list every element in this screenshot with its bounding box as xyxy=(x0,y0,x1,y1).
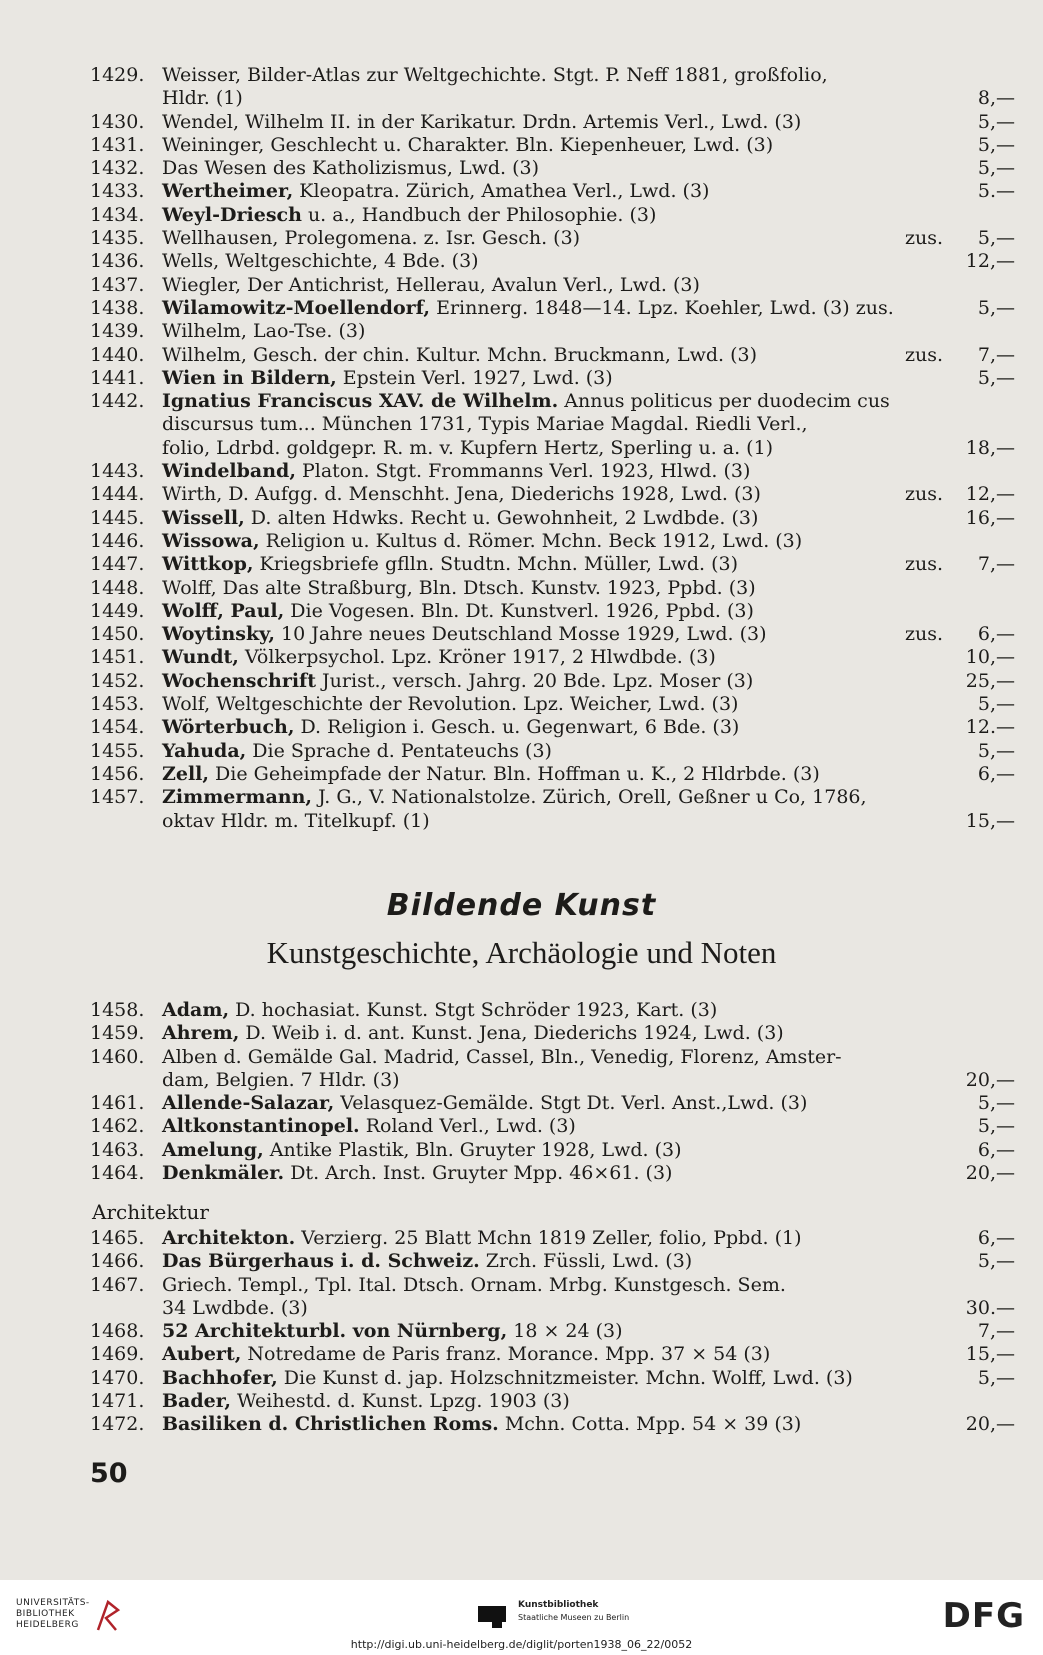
entry-text xyxy=(162,1069,400,1092)
entry-author: Ahrem, xyxy=(162,1022,240,1045)
catalog-entry xyxy=(0,1115,1043,1138)
entry-price: 5,— xyxy=(977,366,1015,389)
entry-number: 1458. xyxy=(90,999,145,1021)
entry-text xyxy=(162,1320,623,1343)
entry-price: 12,— xyxy=(965,483,1015,506)
entry-text xyxy=(162,1250,692,1273)
entry-text xyxy=(162,157,539,180)
entry-author: Woytinsky, xyxy=(162,623,276,646)
entry-price: 12.— xyxy=(965,716,1015,739)
entry-text xyxy=(162,180,709,203)
entry-text xyxy=(162,1115,576,1138)
entry-details: Velasquez-Gemälde. Stgt Dt. Verl. Anst.,Lwd. (3) xyxy=(334,1092,808,1115)
entry-number: 1444. xyxy=(90,483,145,506)
entry-details: Die Geheimpfade der Natur. Bln. Hoffman u. K., 2 Hldrbde. (3) xyxy=(209,762,820,785)
entry-number: 1447. xyxy=(90,553,145,576)
entry-details: Wilhelm, Lao-Tse. (3) xyxy=(162,320,366,343)
entry-author: Architekton. xyxy=(162,1227,296,1249)
entry-text xyxy=(162,227,580,250)
entry-price: 5,— xyxy=(977,693,1015,716)
catalog-entry xyxy=(0,693,1043,716)
entry-price: 6,— xyxy=(977,623,1015,646)
entry-price: 5.— xyxy=(977,180,1015,203)
entry-text xyxy=(162,344,757,367)
entry-author: Amelung, xyxy=(162,1138,264,1161)
entry-price: 20,— xyxy=(965,1068,1015,1091)
entry-price: 5,— xyxy=(977,227,1015,250)
entry-details: Die Sprache d. Pentateuchs (3) xyxy=(246,739,552,762)
catalog-entry xyxy=(0,786,1043,809)
catalog-entry xyxy=(0,1069,1043,1092)
entry-price: 15,— xyxy=(965,1343,1015,1366)
entry-details: D. alten Hdwks. Recht u. Gewohnheit, 2 Lwdbde. (3) xyxy=(244,506,759,529)
entry-details: Jurist., versch. Jahrg. 20 Bde. Lpz. Moser (3) xyxy=(316,669,754,692)
entry-details: Wellhausen, Prolegomena. z. Isr. Gesch. (3) xyxy=(162,227,581,250)
entry-details: Mchn. Cotta. Mpp. 54 × 39 (3) xyxy=(498,1413,802,1436)
entry-number: 1450. xyxy=(90,623,145,646)
catalog-entry xyxy=(0,1297,1043,1320)
entry-text xyxy=(162,577,756,600)
entry-details: Wiegler, Der Antichrist, Hellerau, Avalun Verl., Lwd. (3) xyxy=(162,273,700,296)
entry-number: 1457. xyxy=(90,786,145,809)
catalog-entry xyxy=(0,344,1043,367)
catalog-entry xyxy=(0,507,1043,530)
entry-text xyxy=(162,646,716,669)
entry-details: Annus politicus per duodecim cus xyxy=(558,390,890,413)
entry-author: Zell, xyxy=(162,762,210,785)
entry-author: Bachhofer, xyxy=(162,1366,278,1389)
entry-details: Notredame de Paris franz. Morance. Mpp. 37 × 54 (3) xyxy=(241,1343,771,1366)
catalog-entry xyxy=(0,999,1043,1022)
entry-price: 6,— xyxy=(977,1227,1015,1249)
entry-text xyxy=(162,740,552,763)
entry-text xyxy=(162,1022,784,1045)
entries-mid xyxy=(0,999,1043,1185)
entry-text xyxy=(162,204,656,227)
entry-details: Weisser, Bilder-Atlas zur Weltgechichte. Stgt. P. Neff 1881, großfolio, xyxy=(162,64,828,86)
entry-author: Yahuda, xyxy=(162,739,247,762)
entry-number: 1435. xyxy=(90,227,145,250)
entry-number: 1429. xyxy=(90,64,145,86)
entry-zus: zus. xyxy=(905,483,944,506)
catalog-entry xyxy=(0,437,1043,460)
entry-text xyxy=(162,716,739,739)
entry-number: 1433. xyxy=(90,180,145,203)
entry-details: Wolff, Das alte Straßburg, Bln. Dtsch. Kunstv. 1923, Ppbd. (3) xyxy=(162,576,756,599)
entry-author: Aubert, xyxy=(162,1343,242,1366)
catalog-entry xyxy=(0,623,1043,646)
catalog-entry xyxy=(0,204,1043,227)
catalog-entry xyxy=(0,180,1043,203)
catalog-entry xyxy=(0,1139,1043,1162)
entry-number: 1460. xyxy=(90,1045,145,1068)
entry-details: Griech. Templ., Tpl. Ital. Dtsch. Ornam. Mrbg. Kunstgesch. Sem. xyxy=(162,1273,786,1296)
entry-number: 1463. xyxy=(90,1138,145,1161)
entry-number: 1466. xyxy=(90,1250,145,1273)
entry-details: D. Religion i. Gesch. u. Gegenwart, 6 Bde. (3) xyxy=(294,716,740,739)
entry-details: 18 × 24 (3) xyxy=(507,1320,623,1343)
entry-details: Weihestd. d. Kunst. Lpzg. 1903 (3) xyxy=(231,1390,570,1413)
entry-text xyxy=(162,600,754,623)
entry-details: D. Weib i. d. ant. Kunst. Jena, Diederichs 1924, Lwd. (3) xyxy=(239,1022,784,1045)
entry-number: 1456. xyxy=(90,762,145,785)
entry-author: Adam, xyxy=(162,999,230,1021)
entry-text xyxy=(162,763,820,786)
entry-author: Zimmermann, xyxy=(162,786,313,809)
entry-author: Wundt, xyxy=(162,646,239,669)
catalog-entry xyxy=(0,1162,1043,1185)
catalog-entry xyxy=(0,320,1043,343)
entry-text xyxy=(162,483,761,506)
entry-number: 1441. xyxy=(90,366,145,389)
entry-text xyxy=(162,623,767,646)
catalog-entry xyxy=(0,134,1043,157)
entry-zus: zus. xyxy=(905,553,944,576)
catalog-entry xyxy=(0,600,1043,623)
entry-number: 1431. xyxy=(90,133,145,156)
catalog-entry xyxy=(0,1390,1043,1413)
entry-details: 10 Jahre neues Deutschland Mosse 1929, Lwd. (3) xyxy=(275,623,767,646)
entry-number: 1453. xyxy=(90,693,145,716)
catalog-entry xyxy=(0,87,1043,110)
entry-number: 1449. xyxy=(90,599,145,622)
entry-details: Die Vogesen. Bln. Dt. Kunstverl. 1926, Ppbd. (3) xyxy=(284,599,754,622)
entry-text xyxy=(162,1367,853,1390)
catalog-entry xyxy=(0,157,1043,180)
entry-details: folio, Ldrbd. goldgepr. R. m. v. Kupfern Hertz, Sperling u. a. (1) xyxy=(162,436,774,459)
entry-number: 1465. xyxy=(90,1227,145,1249)
entry-text xyxy=(162,553,738,576)
entry-author: Bader, xyxy=(162,1390,231,1413)
entry-details: Das Wesen des Katholizismus, Lwd. (3) xyxy=(162,157,539,180)
catalog-entry xyxy=(0,716,1043,739)
catalog-entry xyxy=(0,1250,1043,1273)
entry-number: 1439. xyxy=(90,320,145,343)
entry-price: 6,— xyxy=(977,1138,1015,1161)
entry-details: Weininger, Geschlecht u. Charakter. Bln. Kiepenheuer, Lwd. (3) xyxy=(162,133,774,156)
entry-price: 5,— xyxy=(977,1115,1015,1138)
entry-number: 1440. xyxy=(90,343,145,366)
entry-text xyxy=(162,999,717,1022)
catalog-entry xyxy=(0,227,1043,250)
catalog-entry xyxy=(0,670,1043,693)
entry-zus: zus. xyxy=(905,343,944,366)
entry-author: Wörterbuch, xyxy=(162,716,295,739)
entry-number: 1454. xyxy=(90,716,145,739)
entry-text xyxy=(162,274,700,297)
catalog-entry xyxy=(0,1413,1043,1436)
entry-details: Kleopatra. Zürich, Amathea Verl., Lwd. (3) xyxy=(293,180,710,203)
catalog-entry xyxy=(0,1343,1043,1366)
entry-author: Ignatius Franciscus XAV. de Wilhelm. xyxy=(162,390,559,413)
entry-text xyxy=(162,134,773,157)
catalog-entry xyxy=(0,740,1043,763)
entry-number: 1452. xyxy=(90,669,145,692)
entry-text xyxy=(162,1227,801,1250)
entry-details: J. G., V. Nationalstolze. Zürich, Orell, Geßner u Co, 1786, xyxy=(312,786,867,809)
entry-price: 16,— xyxy=(965,506,1015,529)
entry-text xyxy=(162,1139,682,1162)
entry-details: dam, Belgien. 7 Hldr. (3) xyxy=(162,1068,400,1091)
catalog-entry xyxy=(0,577,1043,600)
entry-details: Religion u. Kultus d. Römer. Mchn. Beck 1912, Lwd. (3) xyxy=(259,529,803,552)
entries-bottom xyxy=(0,1227,1043,1437)
catalog-entry xyxy=(0,413,1043,436)
entry-author: Wolff, Paul, xyxy=(162,599,285,622)
entry-details: Alben d. Gemälde Gal. Madrid, Cassel, Bln., Venedig, Florenz, Amster- xyxy=(162,1045,842,1068)
entry-details: Die Kunst d. jap. Holzschnitzmeister. Mchn. Wolff, Lwd. (3) xyxy=(277,1366,853,1389)
kunstbibliothek-logo-icon[interactable] xyxy=(478,1600,506,1628)
catalog-entry xyxy=(0,460,1043,483)
entry-text xyxy=(162,1162,672,1185)
entry-author: Wittkop, xyxy=(162,553,254,576)
entry-number: 1443. xyxy=(90,460,145,483)
entry-number: 1464. xyxy=(90,1162,145,1185)
catalog-entry xyxy=(0,1320,1043,1343)
entry-text xyxy=(162,367,613,390)
entry-author: Wissowa, xyxy=(162,529,260,552)
entry-number: 1432. xyxy=(90,157,145,180)
entry-number: 1434. xyxy=(90,203,145,226)
entry-details: discursus tum... München 1731, Typis Mariae Magdal. Riedli Verl., xyxy=(162,413,808,436)
dfg-logo[interactable]: DFG xyxy=(942,1596,1025,1636)
entry-price: 5,— xyxy=(977,110,1015,133)
entry-details: Epstein Verl. 1927, Lwd. (3) xyxy=(336,366,613,389)
entry-text xyxy=(162,1390,570,1413)
entry-details: Wendel, Wilhelm II. in der Karikatur. Drdn. Artemis Verl., Lwd. (3) xyxy=(162,110,802,133)
entry-number: 1436. xyxy=(90,250,145,273)
entry-number: 1459. xyxy=(90,1022,145,1045)
entry-author: Windelband, xyxy=(162,460,296,483)
entry-details: Völkerpsychol. Lpz. Kröner 1917, 2 Hlwdbde. (3) xyxy=(238,646,716,669)
entry-price: 30.— xyxy=(965,1296,1015,1319)
uni-line3: HEIDELBERG xyxy=(16,1620,79,1630)
entry-author: Weyl-Driesch xyxy=(162,203,302,226)
catalog-entry xyxy=(0,390,1043,413)
entry-price: 25,— xyxy=(965,669,1015,692)
entry-number: 1461. xyxy=(90,1092,145,1115)
entry-number: 1455. xyxy=(90,739,145,762)
entry-number: 1446. xyxy=(90,529,145,552)
entry-author: 52 Architekturbl. von Nürnberg, xyxy=(162,1320,508,1343)
entry-price: 5,— xyxy=(977,1092,1015,1115)
entry-number: 1471. xyxy=(90,1390,145,1413)
entry-price: 5,— xyxy=(977,739,1015,762)
entry-number: 1448. xyxy=(90,576,145,599)
entry-price: 20,— xyxy=(965,1413,1015,1436)
university-library-logo[interactable] xyxy=(16,1598,90,1631)
entry-text xyxy=(162,1297,308,1320)
entry-details: D. hochasiat. Kunst. Stgt Schröder 1923, Kart. (3) xyxy=(229,999,718,1021)
entry-details: Antike Plastik, Bln. Gruyter 1928, Lwd. (3) xyxy=(263,1138,682,1161)
entry-zus: zus. xyxy=(905,623,944,646)
entry-number: 1462. xyxy=(90,1115,145,1138)
catalog-entry xyxy=(0,763,1043,786)
catalog-entry xyxy=(0,274,1043,297)
entry-number: 1472. xyxy=(90,1413,145,1436)
entry-details: Roland Verl., Lwd. (3) xyxy=(359,1115,576,1138)
entry-number: 1470. xyxy=(90,1366,145,1389)
entry-number: 1442. xyxy=(90,390,145,413)
entry-number: 1430. xyxy=(90,110,145,133)
entry-text xyxy=(162,507,758,530)
entry-details: Zrch. Füssli, Lwd. (3) xyxy=(479,1250,693,1273)
entry-text xyxy=(162,437,773,460)
entry-price: 5,— xyxy=(977,1366,1015,1389)
entry-details: 34 Lwdbde. (3) xyxy=(162,1296,308,1319)
entry-text xyxy=(162,1092,807,1115)
page-number: 50 xyxy=(90,1458,128,1489)
entry-author: Basiliken d. Christlichen Roms. xyxy=(162,1413,499,1436)
entry-author: Wien in Bildern, xyxy=(162,366,337,389)
entry-text xyxy=(162,786,867,809)
entry-price: 5,— xyxy=(977,296,1015,319)
entry-text xyxy=(162,670,753,693)
entry-text xyxy=(162,390,890,413)
catalog-entry xyxy=(0,1046,1043,1069)
catalog-entry xyxy=(0,1022,1043,1045)
catalog-entry xyxy=(0,810,1043,833)
entry-author: Wissell, xyxy=(162,506,245,529)
entry-zus: zus. xyxy=(905,227,944,250)
entry-text xyxy=(162,320,365,343)
entry-text xyxy=(162,1274,786,1297)
entry-author: Allende-Salazar, xyxy=(162,1092,335,1115)
entry-price: 6,— xyxy=(977,762,1015,785)
entry-details: Verzierg. 25 Blatt Mchn 1819 Zeller, folio, Ppbd. (1) xyxy=(295,1227,802,1249)
entry-details: u. a., Handbuch der Philosophie. (3) xyxy=(301,203,657,226)
subsection-heading: Architektur xyxy=(92,1200,209,1224)
entry-number: 1437. xyxy=(90,273,145,296)
catalog-entry xyxy=(0,1092,1043,1115)
catalog-entry xyxy=(0,553,1043,576)
catalog-entry xyxy=(0,530,1043,553)
entry-price: 7,— xyxy=(977,1320,1015,1343)
entry-author: Das Bürgerhaus i. d. Schweiz. xyxy=(162,1250,480,1273)
university-logo-icon xyxy=(96,1598,122,1634)
entry-number: 1438. xyxy=(90,296,145,319)
entry-number: 1468. xyxy=(90,1320,145,1343)
entry-price: 5,— xyxy=(977,1250,1015,1273)
entries-top xyxy=(0,64,1043,833)
entry-price: 15,— xyxy=(965,809,1015,832)
entry-details: Dt. Arch. Inst. Gruyter Mpp. 46×61. (3) xyxy=(284,1162,673,1185)
entry-details: Hldr. (1) xyxy=(162,87,243,110)
entry-author: Altkonstantinopel. xyxy=(162,1115,360,1138)
entry-details: Wells, Weltgeschichte, 4 Bde. (3) xyxy=(162,250,479,273)
catalog-entry xyxy=(0,297,1043,320)
entry-price: 7,— xyxy=(977,553,1015,576)
catalog-entry xyxy=(0,646,1043,669)
kunstbibliothek-subtitle: Staatliche Museen zu Berlin xyxy=(518,1613,630,1622)
entry-author: Wochenschrift xyxy=(162,669,317,692)
entry-author: Wilamowitz-Moellendorf, xyxy=(162,296,431,319)
entry-number: 1467. xyxy=(90,1273,145,1296)
entry-number: 1469. xyxy=(90,1343,145,1366)
entry-details: Wilhelm, Gesch. der chin. Kultur. Mchn. Bruckmann, Lwd. (3) xyxy=(162,343,757,366)
entry-text xyxy=(162,413,808,436)
uni-line1: UNIVERSITÄTS- xyxy=(16,1598,90,1608)
entry-number: 1445. xyxy=(90,506,145,529)
entry-text xyxy=(162,1343,770,1366)
catalog-entry xyxy=(0,64,1043,87)
catalog-entry xyxy=(0,250,1043,273)
entry-text xyxy=(162,1046,842,1069)
section-heading: Bildende Kunst xyxy=(386,888,657,923)
catalog-entry xyxy=(0,483,1043,506)
catalog-entry xyxy=(0,367,1043,390)
entry-price: 12,— xyxy=(965,250,1015,273)
entry-price: 10,— xyxy=(965,646,1015,669)
entry-author: Wertheimer, xyxy=(162,180,294,203)
entry-number: 1451. xyxy=(90,646,145,669)
entry-text xyxy=(162,297,894,320)
section-subheading: Kunstgeschichte, Archäologie und Noten xyxy=(266,935,777,970)
entry-text xyxy=(162,1413,801,1436)
entry-text xyxy=(162,530,802,553)
entry-price: 5,— xyxy=(977,157,1015,180)
entry-price: 18,— xyxy=(965,436,1015,459)
entry-price: 20,— xyxy=(965,1162,1015,1185)
entry-price: 5,— xyxy=(977,133,1015,156)
footer xyxy=(0,1580,1043,1655)
catalog-entry xyxy=(0,1367,1043,1390)
entry-text xyxy=(162,810,430,833)
entry-text xyxy=(162,460,750,483)
kunstbibliothek-name: Kunstbibliothek xyxy=(518,1600,599,1610)
entry-text xyxy=(162,693,738,716)
entry-price: 8,— xyxy=(977,87,1015,110)
source-url[interactable]: http://digi.ub.uni-heidelberg.de/diglit/porten1938_06_22/0052 xyxy=(350,1638,693,1651)
entry-details: Wolf, Weltgeschichte der Revolution. Lpz. Weicher, Lwd. (3) xyxy=(162,693,739,716)
entry-text xyxy=(162,250,479,273)
entry-text xyxy=(162,111,801,134)
catalog-entry xyxy=(0,1274,1043,1297)
entry-details: Erinnerg. 1848—14. Lpz. Koehler, Lwd. (3) zus. xyxy=(430,296,894,319)
uni-line2: BIBLIOTHEK xyxy=(16,1609,75,1619)
entry-author: Denkmäler. xyxy=(162,1162,285,1185)
catalog-entry xyxy=(0,111,1043,134)
catalog-entry xyxy=(0,1227,1043,1250)
entry-details: oktav Hldr. m. Titelkupf. (1) xyxy=(162,809,430,832)
entry-text xyxy=(162,87,243,110)
entry-details: Platon. Stgt. Frommanns Verl. 1923, Hlwd. (3) xyxy=(295,460,751,483)
entry-details: Kriegsbriefe gflln. Studtn. Mchn. Müller, Lwd. (3) xyxy=(253,553,739,576)
entry-details: Wirth, D. Aufgg. d. Menschht. Jena, Diederichs 1928, Lwd. (3) xyxy=(162,483,761,506)
entry-price: 7,— xyxy=(977,343,1015,366)
entry-text xyxy=(162,64,828,87)
